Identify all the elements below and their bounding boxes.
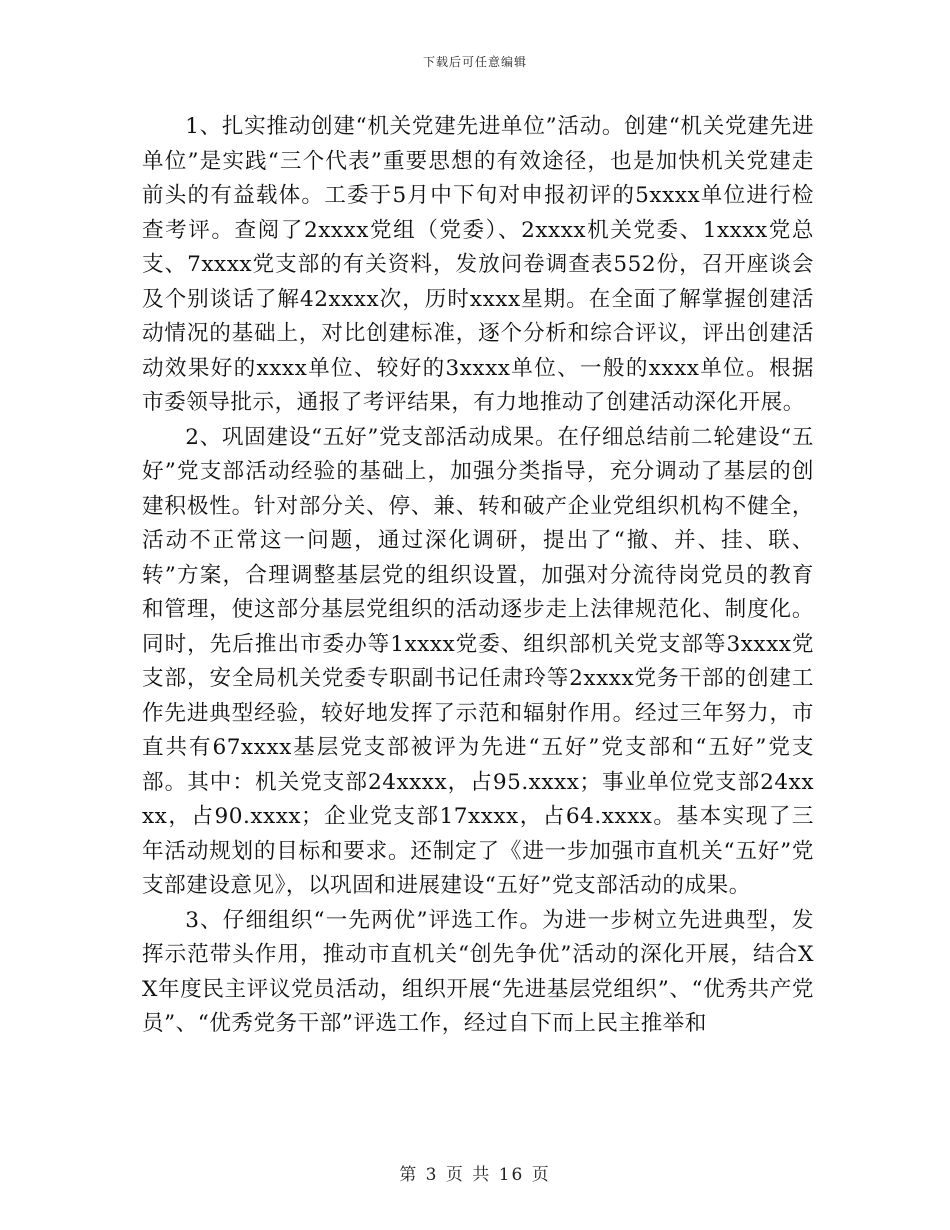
paragraph-3: 3、仔细组织“一先两优”评选工作。为进一步树立先进典型，发挥示范带头作用，推动市直机关“创先争优”活动的深化开展，结合XX年度民主评议党员活动，组织开展“先进基层党组织”、“优秀共产党员”、“优秀党务干部”评选工作，经过自下而上民主推举和 — [142, 907, 814, 1036]
page-header: 下载后可任意编辑 — [422, 55, 527, 69]
document-body — [142, 110, 814, 1042]
page-footer: 第 3 页 共 16 页 — [399, 1165, 551, 1185]
paragraph-2: 2、巩固建设“五好”党支部活动成果。在仔细总结前二轮建设“五好”党支部活动经验的基础上，加强分类指导，充分调动了基层的创建积极性。针对部分关、停、兼、转和破产企业党组织机构不健全，活动不正常这一问题，通过深化调研，提出了“撤、并、挂、联、转”方案，合理调整基层党的组织设置，加强对分流待岗党员的教育和管理，使这部分基层党组织的活动逐步走上法律规范化、制度化。同时，先后推出市委办等1xxxx党委、组织部机关党支部等3xxxx党支部，安全局机关党委专职副书记任肃玲等2xxxx党务干部的创建工作先进典型经验，较好地发挥了示范和辐射作用。经过三年努力，市直共有67xxxx基层党支部被评为先进“五好”党支部和“五好”党支部。其中：机关党支部24xxxx，占95.xxxx；事业单位党支部24xxxx，占90.xxxx；企业党支部17xxxx，占64.xxxx。基本实现了三年活动规划的目标和要求。还制定了《进一步加强市直机关“五好”党支部建设意见》，以巩固和进展建设“五好”党支部活动的成果。 — [142, 424, 814, 898]
paragraph-1: 1、扎实推动创建“机关党建先进单位”活动。创建“机关党建先进单位”是实践“三个代表”重要思想的有效途径，也是加快机关党建走前头的有益载体。工委于5月中下旬对申报初评的5xxxx单位进行检查考评。查阅了2xxxx党组（党委）、2xxxx机关党委、1xxxx党总支、7xxxx党支部的有关资料，发放问卷调查表552份，召开座谈会及个别谈话了解42xxxx次，历时xxxx星期。在全面了解掌握创建活动情况的基础上，对比创建标准，逐个分析和综合评议，评出创建活动效果好的xxxx单位、较好的3xxxx单位、一般的xxxx单位。根据市委领导批示，通报了考评结果，有力地推动了创建活动深化开展。 — [142, 114, 814, 415]
